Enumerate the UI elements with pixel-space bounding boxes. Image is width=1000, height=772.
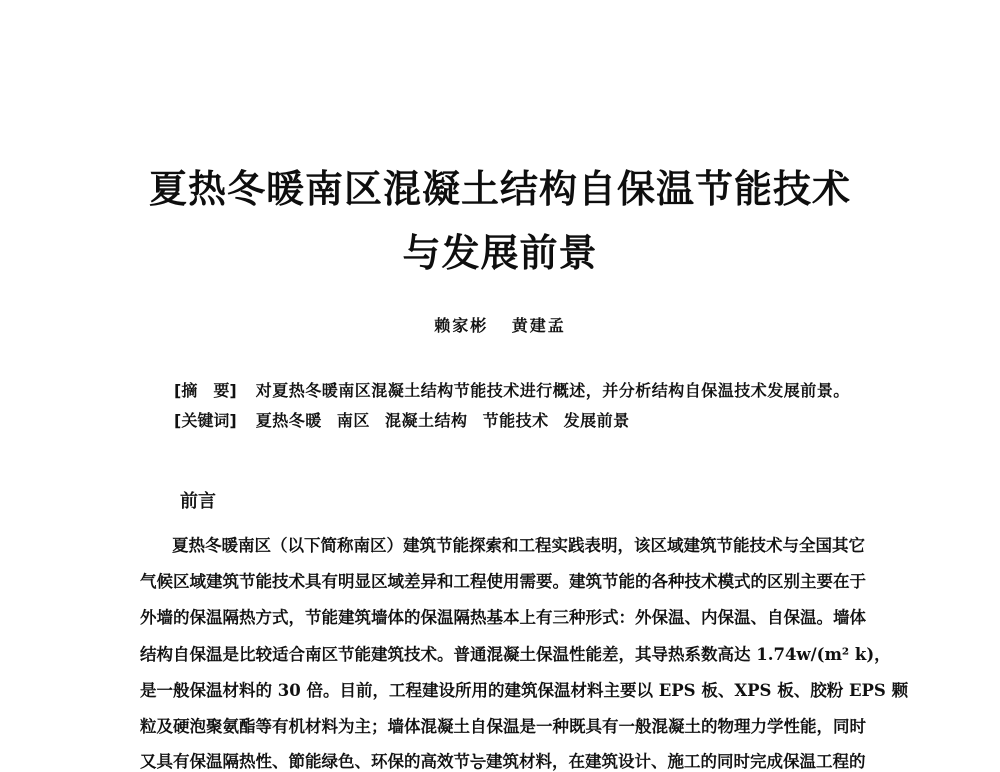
paragraph-line: 气候区域建筑节能技术具有明显区域差异和工程使用需要。建筑节能的各种技术模式的区别主要在于 (140, 572, 866, 591)
author-name: 赖家彬 (434, 316, 489, 335)
abstract (174, 378, 850, 401)
author-list (0, 313, 1000, 336)
keywords-label: [关键词] (174, 411, 237, 430)
author-name: 黄建孟 (511, 316, 566, 335)
paragraph-line: 又具有保温隔热性、節能绿色、环保的高效节능建筑材料，在建筑设计、施工的同时完成保温工程的 (140, 752, 866, 771)
document-title-line-1: 夏热冬暖南区混凝土结构自保温节能技术 (148, 167, 851, 211)
keyword: 混凝土结构 (384, 411, 468, 430)
document-title-line-2: 与发展前景 (402, 231, 598, 275)
paragraph-line: 是一般保温材料的 30 倍。目前，工程建设所用的建筑保温材料主要以 EPS 板、XPS 板、胶粉 EPS 颗 (140, 681, 909, 700)
paragraph-line: 外墙的保温隔热方式，节能建筑墙体的保温隔热基本上有三种形式：外保温、内保温、自保温。墙体 (140, 608, 866, 627)
paragraph-line: 粒及硬泡聚氨酯等有机材料为主；墙体混凝土自保温是一种既具有一般混凝土的物理力学性能，同时 (140, 717, 866, 736)
keywords (174, 408, 630, 431)
abstract-text: 对夏热冬暖南区混凝土结构节能技术进行概述，并分析结构自保温技术发展前景。 (255, 381, 850, 400)
keyword: 夏热冬暖 (255, 411, 322, 430)
paragraph-line: 夏热冬暖南区（以下简称南区）建筑节能探索和工程实践表明，该区域建筑节能技术与全国其它 (172, 536, 865, 555)
section-heading: 前言 (180, 491, 216, 512)
keyword: 发展前景 (563, 411, 630, 430)
paragraph-line: 结构自保温是比较适合南区节能建筑技术。普通混凝土保温性能差，其导热系数高达 1.74w/(m² k)， (140, 645, 891, 664)
abstract-label: [摘 要] (174, 381, 237, 400)
keyword: 节能技术 (482, 411, 549, 430)
keyword: 南区 (336, 411, 370, 430)
